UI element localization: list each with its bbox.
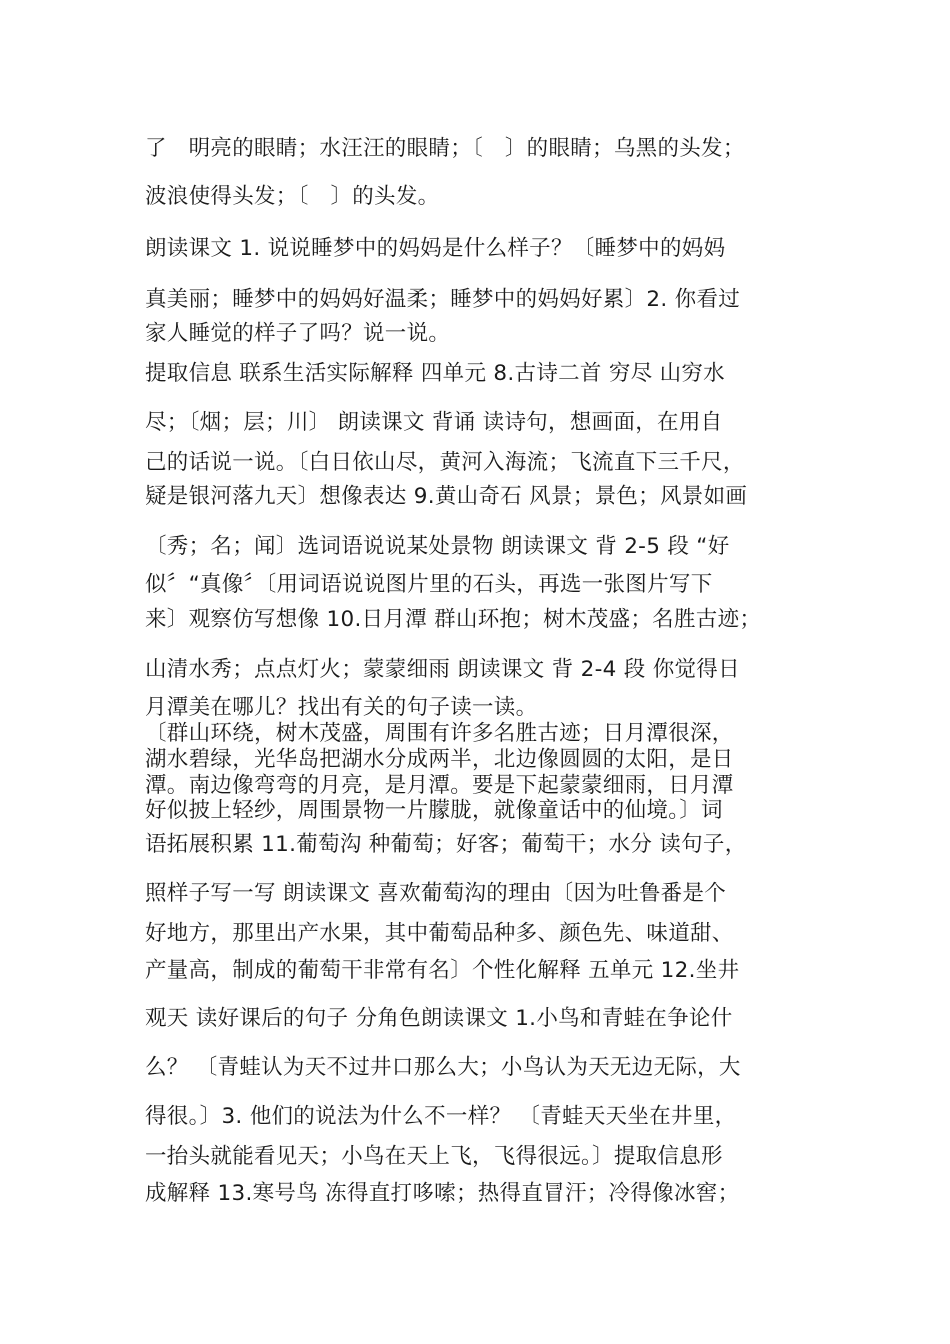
text-line: 〔秀；名；闻〕选词语说说某处景物 朗读课文 背 2-5 段 “好 bbox=[145, 534, 730, 559]
text-line: 得很。〕3. 他们的说法为什么不一样？ 〔青蛙天天坐在井里， bbox=[145, 1104, 737, 1129]
text-line: 提取信息 联系生活实际解释 四单元 8.古诗二首 穷尽 山穷水 bbox=[145, 361, 725, 386]
text-line: 尽；〔烟；层；川〕 朗读课文 背诵 读诗句，想画面，在用自 bbox=[145, 410, 723, 435]
text-line: 么？ 〔青蛙认为天不过井口那么大；小鸟认为天无边无际，大 bbox=[145, 1055, 741, 1080]
text-line: 潭。南边像弯弯的月亮，是月潭。要是下起蒙蒙细雨，日月潭 bbox=[145, 773, 734, 798]
text-line: 语拓展积累 11.葡萄沟 种葡萄；好客；葡萄干；水分 读句子， bbox=[145, 832, 747, 857]
text-line: 好地方，那里出产水果，其中葡萄品种多、颜色先、味道甜、 bbox=[145, 921, 734, 946]
text-line: 照样子写一写 朗读课文 喜欢葡萄沟的理由〔因为吐鲁番是个 bbox=[145, 881, 727, 906]
text-line: 一抬头就能看见天；小鸟在天上飞，飞得很远。〕提取信息形 bbox=[145, 1144, 723, 1169]
text-line: 好似披上轻纱，周围景物一片朦胧，就像童话中的仙境。〕词 bbox=[145, 798, 723, 823]
text-line: 山清水秀；点点灯火；蒙蒙细雨 朗读课文 背 2-4 段 你觉得日 bbox=[145, 657, 740, 682]
text-line: 〔群山环绕，树木茂盛，周围有许多名胜古迹；日月潭很深， bbox=[145, 721, 734, 746]
text-line: 成解释 13.寒号鸟 冻得直打哆嗦；热得直冒汗；冷得像冰窖； bbox=[145, 1181, 740, 1206]
text-line: 疑是银河落九天〕想像表达 9.黄山奇石 风景；景色；风景如画 bbox=[145, 484, 748, 509]
text-line: 了 明亮的眼睛；水汪汪的眼睛；〔 〕的眼睛；乌黑的头发； bbox=[145, 136, 745, 161]
text-line: 己的话说一说。〔白日依山尽，黄河入海流；飞流直下三千尺， bbox=[145, 450, 745, 475]
text-line: 似〞“真像〞〔用词语说说图片里的石头，再选一张图片写下 bbox=[145, 572, 713, 597]
text-line: 来〕观察仿写想像 10.日月潭 群山环抱；树木茂盛；名胜古迹； bbox=[145, 607, 762, 632]
text-line: 真美丽；睡梦中的妈妈好温柔；睡梦中的妈妈好累〕2. 你看过 bbox=[145, 287, 741, 312]
text-line: 湖水碧绿，光华岛把湖水分成两半，北边像圆圆的太阳，是日 bbox=[145, 747, 734, 772]
text-line: 观天 读好课后的句子 分角色朗读课文 1.小鸟和青蛙在争论什 bbox=[145, 1006, 733, 1031]
text-line: 朗读课文 1. 说说睡梦中的妈妈是什么样子？〔睡梦中的妈妈 bbox=[145, 236, 726, 261]
text-line: 家人睡觉的样子了吗？说一说。 bbox=[145, 321, 451, 346]
text-line: 产量高，制成的葡萄干非常有名〕个性化解释 五单元 12.坐井 bbox=[145, 958, 740, 983]
text-line: 月潭美在哪儿？找出有关的句子读一读。 bbox=[145, 695, 538, 720]
text-line: 波浪使得头发；〔 〕的头发。 bbox=[145, 184, 440, 209]
